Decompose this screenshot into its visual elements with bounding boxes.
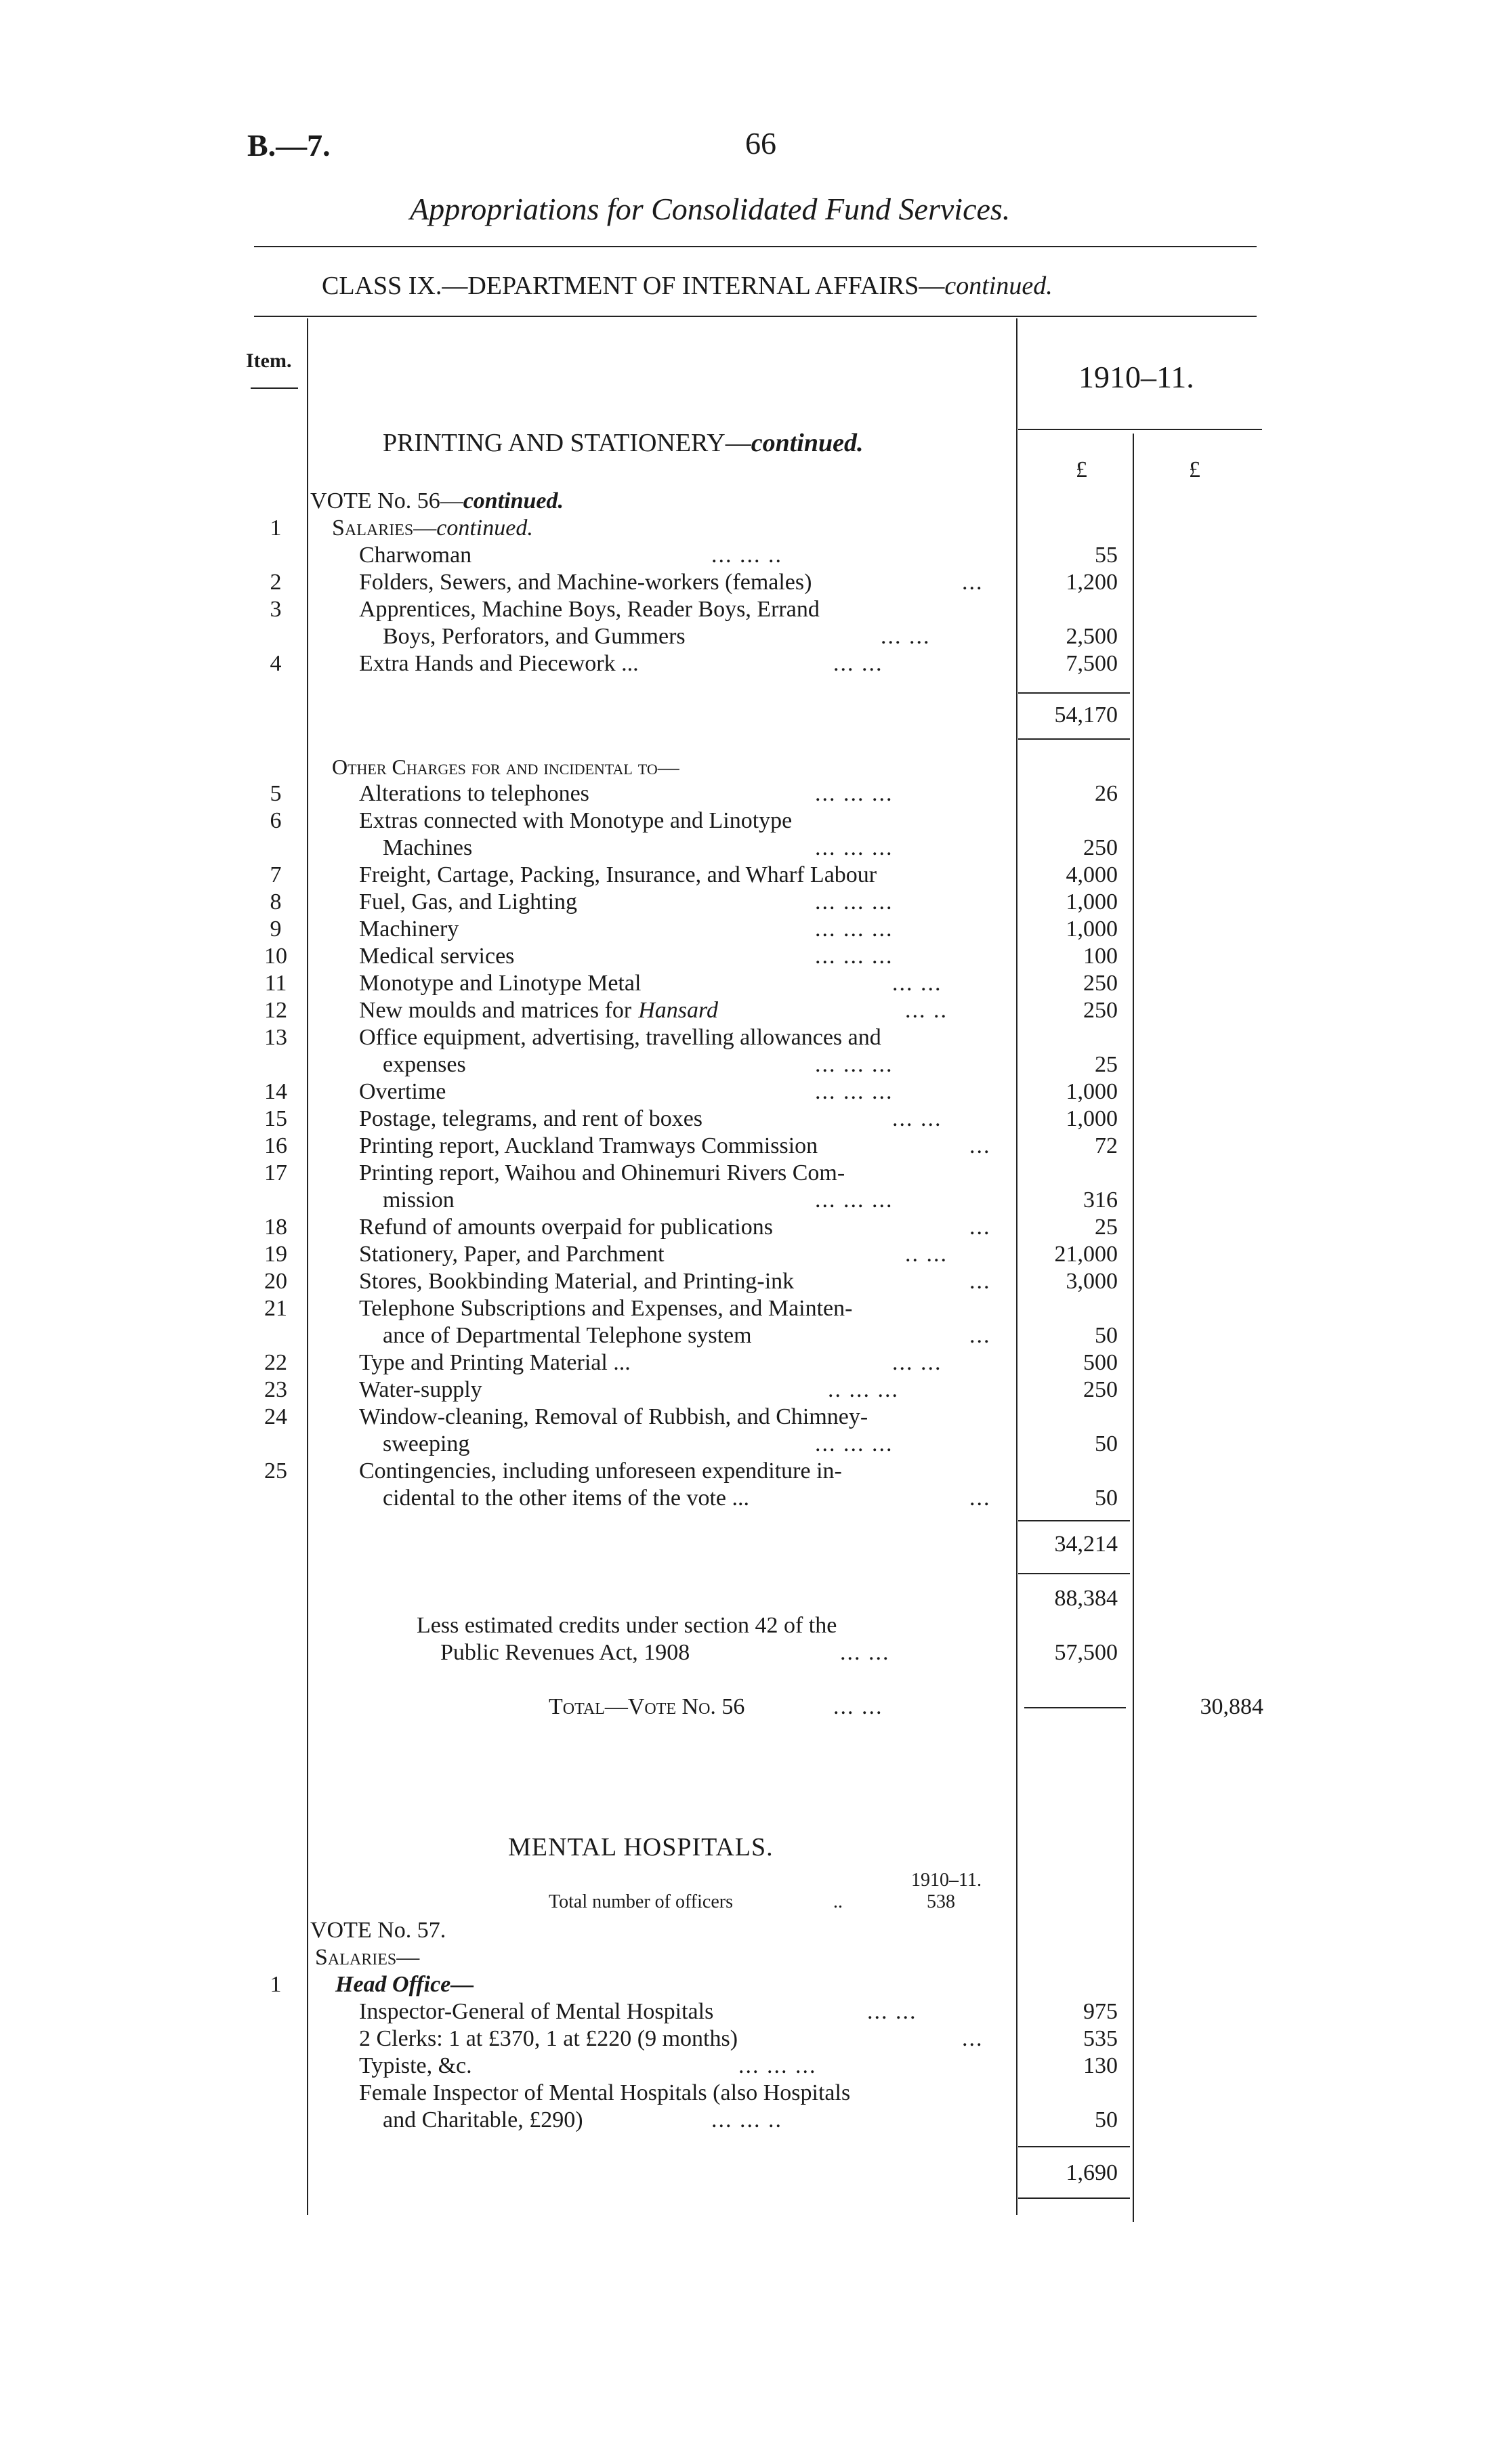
line-item-amount: 250 bbox=[1083, 998, 1118, 1023]
title-rule bbox=[254, 246, 1257, 247]
item-number: 16 bbox=[264, 1133, 287, 1158]
line-item-amount: 1,000 bbox=[1066, 1079, 1118, 1104]
line-item-text: Alterations to telephones bbox=[359, 781, 589, 806]
leader-dots: ... ... bbox=[833, 651, 883, 676]
class-heading-cont: continued. bbox=[944, 272, 1053, 300]
mental-subtotal: 1,690 bbox=[1066, 2160, 1118, 2185]
line-item-text: Machines bbox=[383, 835, 473, 860]
line-item-text: Type and Printing Material ... bbox=[359, 1350, 631, 1375]
line-item-text: Fuel, Gas, and Lighting bbox=[359, 889, 578, 914]
line-item-amount: 1,000 bbox=[1066, 917, 1118, 942]
line-item-amount: 250 bbox=[1083, 835, 1118, 860]
salaries-subtotal: 54,170 bbox=[1054, 702, 1118, 728]
item-number: 4 bbox=[270, 651, 282, 676]
leader-dots: ... ... .. bbox=[711, 543, 782, 568]
leader-dots: .. bbox=[833, 1891, 843, 1912]
line-item-amount: 72 bbox=[1095, 1133, 1118, 1158]
item-number: 7 bbox=[270, 862, 282, 887]
salaries-label-text: Salaries— bbox=[332, 516, 437, 541]
line-item-text: mission bbox=[383, 1187, 455, 1213]
item-number: 6 bbox=[270, 808, 282, 833]
printing-heading-cont: continued. bbox=[751, 429, 864, 457]
leader-dots: ... ... bbox=[881, 624, 931, 649]
leader-dots: ... ... ... bbox=[738, 2053, 817, 2078]
leader-dots: ... .. bbox=[905, 998, 948, 1023]
item-number: 14 bbox=[264, 1079, 287, 1104]
line-item-text: expenses bbox=[383, 1052, 466, 1077]
line-item-text: Charwoman bbox=[359, 543, 472, 568]
leader-dots: ... ... ... bbox=[815, 1079, 894, 1104]
line-item-text-italic: Hansard bbox=[638, 998, 718, 1023]
line-item-text: Extra Hands and Piecework ... bbox=[359, 651, 639, 676]
subtotal-rule bbox=[1018, 738, 1130, 740]
gross-total: 88,384 bbox=[1054, 1586, 1118, 1611]
vote-57-label: VOTE No. 57. bbox=[310, 1918, 446, 1943]
line-item-text-main: New moulds and matrices for bbox=[359, 998, 632, 1023]
line-item-amount: 3,000 bbox=[1066, 1269, 1118, 1294]
vote-56-label bbox=[310, 488, 564, 515]
line-item-amount: 25 bbox=[1095, 1052, 1118, 1077]
other-charges-subtotal: 34,214 bbox=[1054, 1532, 1118, 1557]
line-item-amount: 4,000 bbox=[1066, 862, 1118, 887]
item-number: 8 bbox=[270, 889, 282, 914]
line-item-text: Office equipment, advertising, travelling allowances and bbox=[359, 1025, 881, 1050]
item-column-header: Item. bbox=[246, 350, 292, 372]
subtotal-rule bbox=[1018, 1573, 1130, 1574]
item-column-divider bbox=[307, 318, 308, 2215]
line-item-text: Freight, Cartage, Packing, Insurance, and Wharf Labour bbox=[359, 862, 877, 887]
line-item-amount: 7,500 bbox=[1066, 651, 1118, 676]
vote-56-cont: continued. bbox=[463, 488, 564, 513]
line-item-text: cidental to the other items of the vote ... bbox=[383, 1486, 750, 1511]
line-item-text: sweeping bbox=[383, 1431, 470, 1456]
line-item-text: Contingencies, including unforeseen expenditure in- bbox=[359, 1458, 842, 1484]
line-item-text: Overtime bbox=[359, 1079, 446, 1104]
line-item-text: Machinery bbox=[359, 917, 459, 942]
line-item-amount: 2,500 bbox=[1066, 624, 1118, 649]
item-number: 24 bbox=[264, 1404, 287, 1429]
leader-dots: ... ... bbox=[892, 971, 942, 996]
line-item-text: Typiste, &c. bbox=[359, 2053, 472, 2078]
line-item-amount: 21,000 bbox=[1054, 1242, 1118, 1267]
leader-dots: ... ... ... bbox=[815, 889, 894, 914]
salaries-label: Salaries— bbox=[315, 1945, 420, 1970]
leader-dots: ... bbox=[969, 1269, 991, 1294]
leader-dots: ... ... ... bbox=[815, 1052, 894, 1077]
officers-count: 538 bbox=[927, 1891, 955, 1912]
subtotal-rule bbox=[1018, 2197, 1130, 2199]
line-item-amount: 1,200 bbox=[1066, 570, 1118, 595]
item-number: 11 bbox=[264, 971, 287, 996]
item-number: 21 bbox=[264, 1296, 287, 1321]
leader-dots: ... ... ... bbox=[815, 944, 894, 969]
document-code: B.—7. bbox=[247, 128, 331, 163]
class-rule bbox=[254, 316, 1257, 317]
currency-header-2: £ bbox=[1189, 457, 1200, 482]
leader-dots: ... ... bbox=[892, 1350, 942, 1375]
leader-dots: .. ... ... bbox=[828, 1377, 899, 1402]
line-item-amount: 975 bbox=[1083, 1999, 1118, 2024]
leader-dots: ... bbox=[969, 1133, 991, 1158]
year-rule bbox=[1018, 429, 1262, 430]
item-number: 23 bbox=[264, 1377, 287, 1402]
section-heading-printing bbox=[383, 428, 864, 458]
leader-dots: ... ... ... bbox=[815, 781, 894, 806]
line-item-text: Postage, telegrams, and rent of boxes bbox=[359, 1106, 703, 1131]
item-number: 5 bbox=[270, 781, 282, 806]
line-item-text: Refund of amounts overpaid for publications bbox=[359, 1215, 773, 1240]
line-item-amount: 1,000 bbox=[1066, 889, 1118, 914]
item-number: 20 bbox=[264, 1269, 287, 1294]
line-item-amount: 500 bbox=[1083, 1350, 1118, 1375]
head-office-label: Head Office— bbox=[335, 1972, 474, 1997]
line-item-amount: 50 bbox=[1095, 1431, 1118, 1456]
line-item-text: Female Inspector of Mental Hospitals (also Hospitals bbox=[359, 2080, 851, 2105]
item-number: 19 bbox=[264, 1242, 287, 1267]
less-credits-line-1: Less estimated credits under section 42 of the bbox=[417, 1613, 837, 1638]
leader-dots: .. ... bbox=[905, 1242, 948, 1267]
line-item-text: Medical services bbox=[359, 944, 515, 969]
leader-dots: ... ... ... bbox=[815, 835, 894, 860]
leader-dots: ... bbox=[969, 1486, 991, 1511]
printing-heading-text: PRINTING AND STATIONERY— bbox=[383, 429, 751, 457]
year-header: 1910–11. bbox=[1078, 360, 1194, 394]
line-item-amount: 250 bbox=[1083, 971, 1118, 996]
class-heading bbox=[322, 271, 1053, 301]
leader-dots: ... ... .. bbox=[711, 2107, 782, 2132]
line-item-amount: 25 bbox=[1095, 1215, 1118, 1240]
item-number: 12 bbox=[264, 998, 287, 1023]
total-rule bbox=[1024, 1707, 1126, 1708]
less-credits-line-2: Public Revenues Act, 1908 bbox=[440, 1640, 690, 1665]
line-item-amount: 250 bbox=[1083, 1377, 1118, 1402]
section-heading-mental-hospitals: MENTAL HOSPITALS. bbox=[508, 1833, 774, 1861]
leader-dots: ... bbox=[969, 1215, 991, 1240]
line-item-text: Telephone Subscriptions and Expenses, and Mainten- bbox=[359, 1296, 853, 1321]
item-number: 1 bbox=[270, 1972, 282, 1997]
item-number: 22 bbox=[264, 1350, 287, 1375]
leader-dots: ... ... ... bbox=[815, 1431, 894, 1456]
total-vote-56-label: Total—Vote No. 56 bbox=[549, 1694, 745, 1719]
line-item-text: Printing report, Waihou and Ohinemuri Rivers Com- bbox=[359, 1160, 845, 1185]
item-number: 25 bbox=[264, 1458, 287, 1484]
line-item-text: Boys, Perforators, and Gummers bbox=[383, 624, 686, 649]
line-item-text: Printing report, Auckland Tramways Commission bbox=[359, 1133, 818, 1158]
line-item-amount: 100 bbox=[1083, 944, 1118, 969]
line-item-amount: 535 bbox=[1083, 2026, 1118, 2051]
leader-dots: ... bbox=[969, 1323, 991, 1348]
line-item-amount: 316 bbox=[1083, 1187, 1118, 1213]
line-item-amount: 55 bbox=[1095, 543, 1118, 568]
line-item-text: Stationery, Paper, and Parchment bbox=[359, 1242, 665, 1267]
line-item-amount: 50 bbox=[1095, 1486, 1118, 1511]
item-number: 18 bbox=[264, 1215, 287, 1240]
line-item-text: Folders, Sewers, and Machine-workers (females) bbox=[359, 570, 812, 595]
leader-dots: ... ... bbox=[867, 1999, 917, 2024]
leader-dots: ... bbox=[962, 2026, 984, 2051]
vote-56-text: VOTE No. 56— bbox=[310, 488, 463, 513]
item-number: 15 bbox=[264, 1106, 287, 1131]
line-item-text: ance of Departmental Telephone system bbox=[383, 1323, 752, 1348]
line-item-text: Window-cleaning, Removal of Rubbish, and Chimney- bbox=[359, 1404, 868, 1429]
line-item-amount: 50 bbox=[1095, 2107, 1118, 2132]
line-item-amount: 26 bbox=[1095, 781, 1118, 806]
item-number: 2 bbox=[270, 570, 282, 595]
line-item-text: and Charitable, £290) bbox=[383, 2107, 583, 2132]
currency-header-1: £ bbox=[1076, 457, 1087, 482]
other-charges-label: Other Charges for and incidental to— bbox=[332, 755, 679, 779]
line-item-text: 2 Clerks: 1 at £370, 1 at £220 (9 months) bbox=[359, 2026, 738, 2051]
leader-dots: ... ... bbox=[840, 1640, 890, 1665]
leader-dots: ... bbox=[962, 570, 984, 595]
line-item-text: Stores, Bookbinding Material, and Printing-ink bbox=[359, 1269, 795, 1294]
item-number: 3 bbox=[270, 597, 282, 622]
line-item-amount: 1,000 bbox=[1066, 1106, 1118, 1131]
leader-dots: ... ... ... bbox=[815, 1187, 894, 1213]
item-header-rule bbox=[251, 387, 298, 389]
line-item-text: Inspector-General of Mental Hospitals bbox=[359, 1999, 714, 2024]
salaries-label bbox=[332, 515, 533, 542]
officers-year: 1910–11. bbox=[911, 1870, 982, 1891]
line-item-amount: 50 bbox=[1095, 1323, 1118, 1348]
total-vote-56-amount: 30,884 bbox=[1200, 1694, 1263, 1719]
page-title: Appropriations for Consolidated Fund Services. bbox=[410, 192, 1011, 226]
subtotal-rule bbox=[1018, 2146, 1130, 2147]
amount-column-divider-2 bbox=[1133, 434, 1134, 2222]
line-item-amount: 130 bbox=[1083, 2053, 1118, 2078]
leader-dots: ... ... ... bbox=[815, 917, 894, 942]
line-item-text: Apprentices, Machine Boys, Reader Boys, Errand bbox=[359, 597, 820, 622]
line-item-text: Monotype and Linotype Metal bbox=[359, 971, 642, 996]
leader-dots: ... ... bbox=[833, 1694, 883, 1719]
subtotal-rule bbox=[1018, 692, 1130, 694]
officers-label: Total number of officers bbox=[549, 1891, 733, 1912]
item-number: 1 bbox=[270, 516, 282, 541]
line-item-text: Water-supply bbox=[359, 1377, 482, 1402]
item-number: 9 bbox=[270, 917, 282, 942]
line-item-text bbox=[359, 997, 718, 1024]
item-number: 10 bbox=[264, 944, 287, 969]
less-credits-amount: 57,500 bbox=[1054, 1640, 1118, 1665]
leader-dots: ... ... bbox=[892, 1106, 942, 1131]
subtotal-rule bbox=[1018, 1520, 1130, 1521]
item-number: 17 bbox=[264, 1160, 287, 1185]
line-item-text: Extras connected with Monotype and Linotype bbox=[359, 808, 793, 833]
class-heading-text: CLASS IX.—DEPARTMENT OF INTERNAL AFFAIRS— bbox=[322, 272, 945, 300]
salaries-label-cont: continued. bbox=[436, 516, 533, 541]
item-number: 13 bbox=[264, 1025, 287, 1050]
page-number: 66 bbox=[745, 126, 776, 161]
